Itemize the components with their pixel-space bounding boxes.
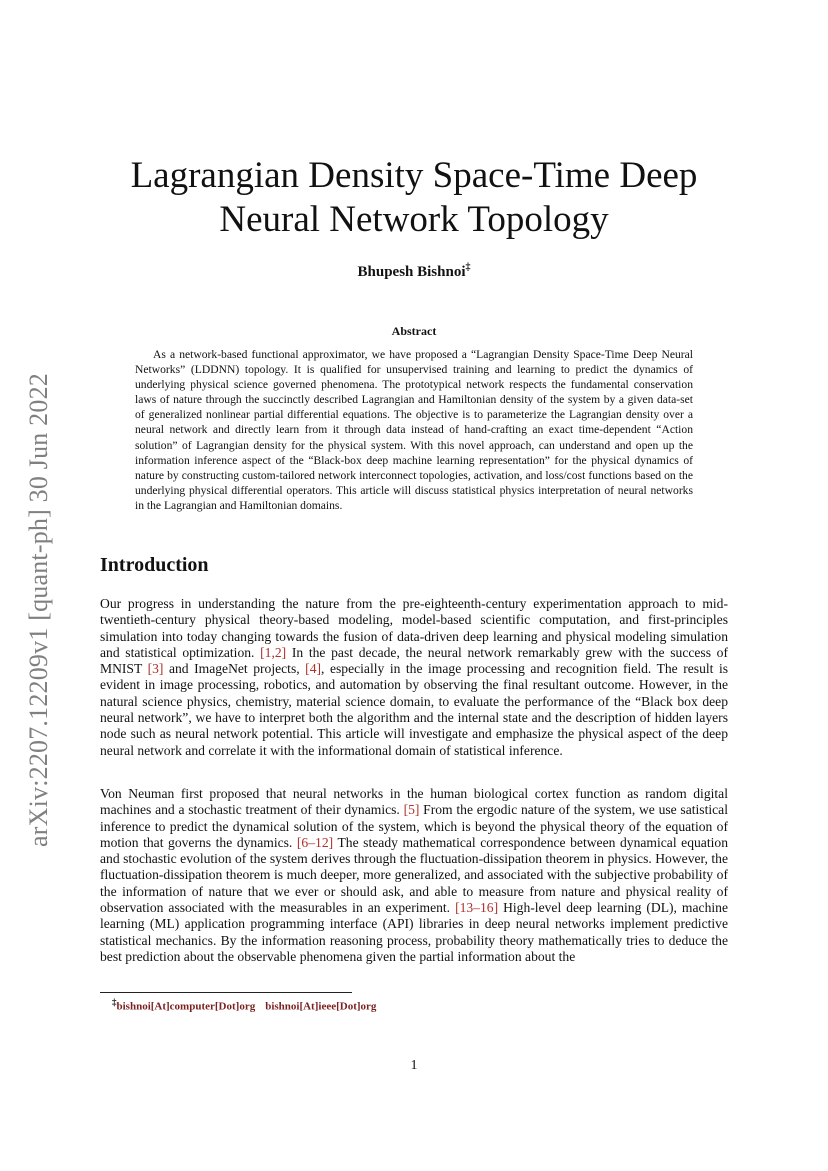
text-run: In the past decade, the neural network remarkably grew with the success of MNIST bbox=[100, 644, 729, 677]
footnote-email-2[interactable]: bishnoi[At]ieee[Dot]org bbox=[265, 1000, 377, 1013]
citation-link[interactable]: [5] bbox=[403, 802, 420, 818]
citation-link[interactable]: [4] bbox=[305, 661, 322, 677]
arxiv-stamp-text: arXiv:2207.12209v1 [quant-ph] 30 Jun 2022 bbox=[24, 373, 54, 847]
citation-link[interactable]: [3] bbox=[147, 661, 164, 677]
citation-link[interactable]: [6–12] bbox=[296, 834, 334, 850]
citation-link[interactable]: [1,2] bbox=[260, 644, 287, 660]
footnote-mark: ‡ bbox=[112, 997, 117, 1007]
paper-title: Lagrangian Density Space-Time Deep Neural Network Topology bbox=[130, 155, 698, 240]
arxiv-stamp bbox=[22, 350, 56, 870]
section-heading-introduction: Introduction bbox=[100, 554, 209, 576]
text-run: , especially in the image processing and recognition field. The result is evident in image processing, robotics, and automation by observing the final resultant outcome. However, in the natural science physics, chemistry, material science domain, to evaluate the performance of the “Black box deep neural network”, we have to interpret both the algorithm and the internal state and the description of hidden layers node such as neural network potential. This article will investigate and emphasize the physical aspect of the deep neural network and correlate it with the informational domain of statistical inference. bbox=[100, 661, 729, 758]
text-run: Our progress in understanding the nature from the pre-eighteenth-century experimentation approach to mid-twentieth-century physical theory-based modeling, model-based scientific computation, and first-principles simulation into today changing towards the fusion of data-driven deep learning and physical modeling simulation and statistical optimization. bbox=[100, 596, 728, 660]
text-run: Von Neuman first proposed that neural networks in the human biological cortex function as random digital machines and a stochastic treatment of their dynamics. bbox=[100, 786, 728, 818]
abstract-text: As a network-based functional approximator, we have proposed a “Lagrangian Density Space-Time Deep Neural Networks” (LDDNN) topology. It is qualified for unsupervised training and learning to predict the dynamics of underlying physical science governed phenomena. The prototypical network respects the fundamental conservation laws of nature through the succinctly described Lagrangian and Hamiltonian density of the system by a given data-set of generalized nonlinear partial differential equations. The objective is to parameterize the Lagrangian density over a neural network and directly learn from it through data instead of hand-crafting an exact time-dependent “Action solution” of Lagrangian density for the physical system. With this novel approach, can understand and open up the information inference aspect of the “Black-box deep machine learning representation” for the physical dynamics of nature by constructing custom-tailored network interconnect topologies, activation, and loss/cost functions based on the underlying physical differential operators. This article will discuss statistical physics interpretation of neural networks in the Lagrangian and Hamiltonian domains. bbox=[135, 348, 693, 512]
intro-paragraph-1 bbox=[100, 596, 728, 759]
page-number: 1 bbox=[410, 1058, 418, 1073]
text-run: and ImageNet projects, bbox=[163, 661, 306, 677]
footnote-rule bbox=[100, 992, 352, 993]
text-run: From the ergodic nature of the system, we use satistical inference to predict the dynamical solution of the system, which is beyond the physical theory of the equation of motion that governs the dynamics. bbox=[100, 802, 728, 850]
footnote-email-1[interactable]: bishnoi[At]computer[Dot]org bbox=[116, 1000, 256, 1013]
citation-link[interactable]: [13–16] bbox=[455, 900, 499, 916]
abstract-heading: Abstract bbox=[391, 324, 437, 338]
intro-paragraph-2 bbox=[100, 786, 728, 965]
text-run: The steady mathematical correspondence between dynamical equation and stochastic evolution of the system derives through the fluctuation-dissipation theorem in physics. However, the fluctuation-dissipation theorem is much deeper, more generalized, and associated with the subjective probability of the information of nature that we ever or should ask, and able to measure from nature and physical reality of observation associated with the measurables in an experiment. bbox=[100, 834, 728, 916]
author-footnote-mark: ‡ bbox=[465, 262, 471, 273]
author-name: Bhupesh Bishnoi bbox=[357, 264, 466, 280]
author-line bbox=[100, 262, 728, 281]
footnote bbox=[112, 997, 376, 1013]
text-run: High-level deep learning (DL), machine learning (ML) application programming interface (API) libraries in deep neural networks implement predictive statistical mechanics. By the information reasoning process, probability theory mathematically tries to deduce the best prediction about the observable phenomena given the partial information about the bbox=[100, 900, 728, 964]
